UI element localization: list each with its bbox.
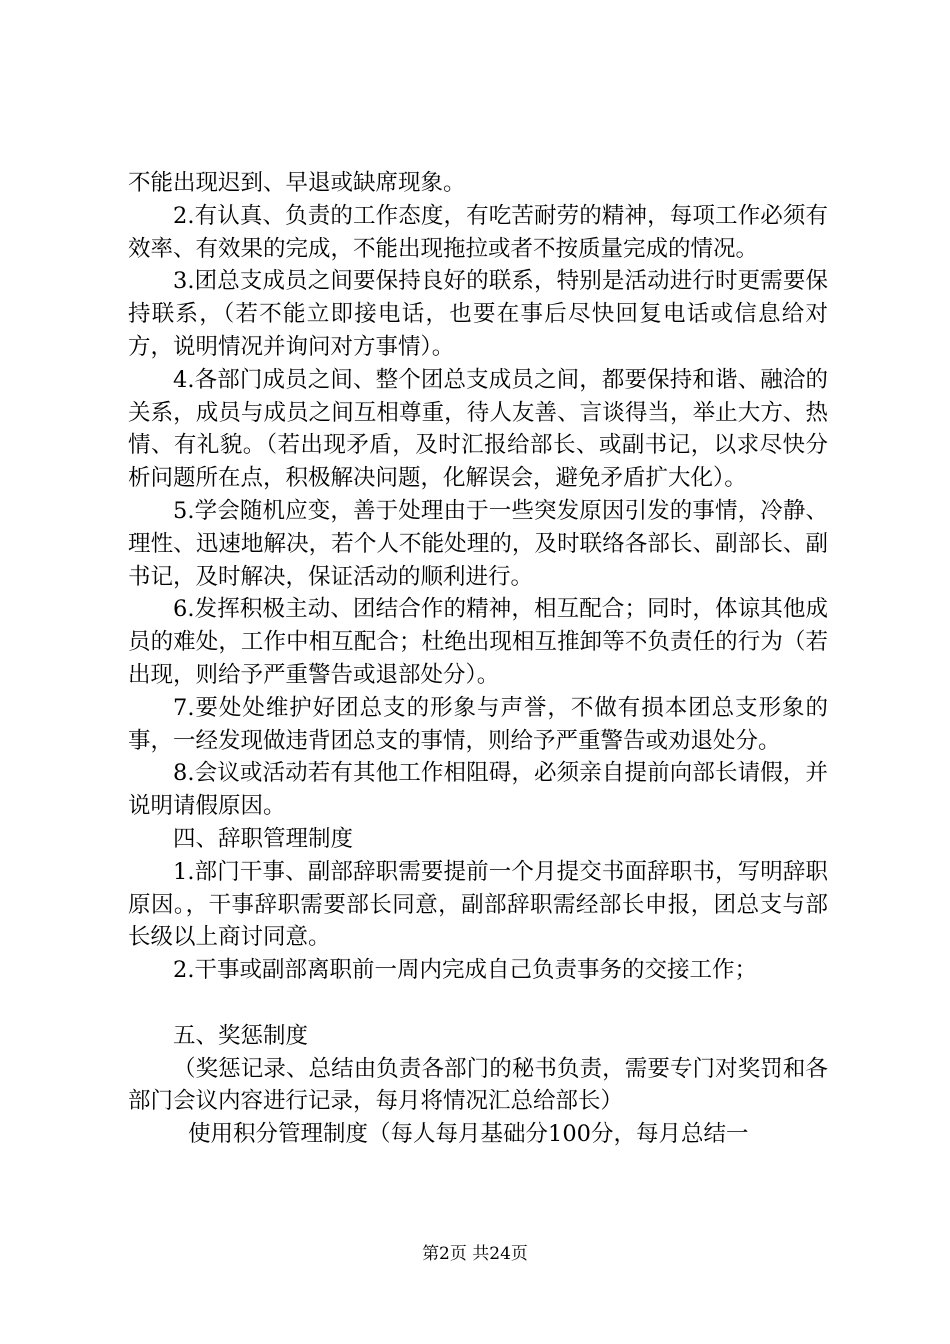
paragraph-item-7: 7.要处处维护好团总支的形象与声誉，不做有损本团总支形象的事，一经发现做违背团总支的事情，则给予严重警告或劝退处分。 — [128, 694, 828, 754]
paragraph-item-3: 3.团总支成员之间要保持良好的联系，特别是活动进行时更需要保持联系，（若不能立即接电话，也要在事后尽快回复电话或信息给对方，说明情况并询问对方事情）。 — [128, 268, 828, 360]
page-footer: 第2页 共24页 — [422, 1244, 528, 1264]
paragraph-item-5: 5.学会随机应变，善于处理由于一些突发原因引发的事情，冷静、理性、迅速地解决，若个人不能处理的，及时联络各部长、副部长、副书记，及时解决，保证活动的顺利进行。 — [128, 497, 828, 590]
paragraph-item-6: 6.发挥积极主动、团结合作的精神，相互配合；同时，体谅其他成员的难处，工作中相互配合；杜绝出现相互推卸等不负责任的行为（若出现，则给予严重警告或退部处分）。 — [128, 596, 828, 688]
paragraph-points-system: 使用积分管理制度（每人每月基础分100分，每月总结一 — [188, 1121, 749, 1148]
section-heading-rewards: 五、奖惩制度 — [173, 1022, 309, 1049]
blank-line — [128, 987, 828, 1020]
section-heading-resignation: 四、辞职管理制度 — [173, 825, 354, 852]
paragraph-resignation-2: 2.干事或副部离职前一周内完成自己负责事务的交接工作； — [173, 957, 757, 984]
paragraph-item-4: 4.各部门成员之间、整个团总支成员之间，都要保持和谐、融洽的关系，成员与成员之间互相尊重，待人友善、言谈得当，举止大方、热情、有礼貌。（若出现矛盾，及时汇报给部长、或副书记，以求尽快分析问题所在点，积极解决问题，化解误会，避免矛盾扩大化）。 — [128, 366, 828, 492]
document-body — [128, 167, 828, 1151]
paragraph-item-8: 8.会议或活动若有其他工作相阻碍，必须亲自提前向部长请假，并说明请假原因。 — [128, 760, 828, 820]
paragraph-item-2: 2.有认真、负责的工作态度，有吃苦耐劳的精神，每项工作必须有效率、有效果的完成，不能出现拖拉或者不按质量完成的情况。 — [128, 202, 828, 262]
paragraph-rewards-note: （奖惩记录、总结由负责各部门的秘书负责，需要专门对奖罚和各部门会议内容进行记录，每月将情况汇总给部长） — [128, 1055, 828, 1115]
paragraph-resignation-1: 1.部门干事、副部辞职需要提前一个月提交书面辞职书，写明辞职原因。，干事辞职需要部长同意，副部辞职需经部长申报，团总支与部长级以上商讨同意。 — [128, 858, 828, 951]
paragraph-continuation: 不能出现迟到、早退或缺席现象。 — [128, 170, 466, 196]
